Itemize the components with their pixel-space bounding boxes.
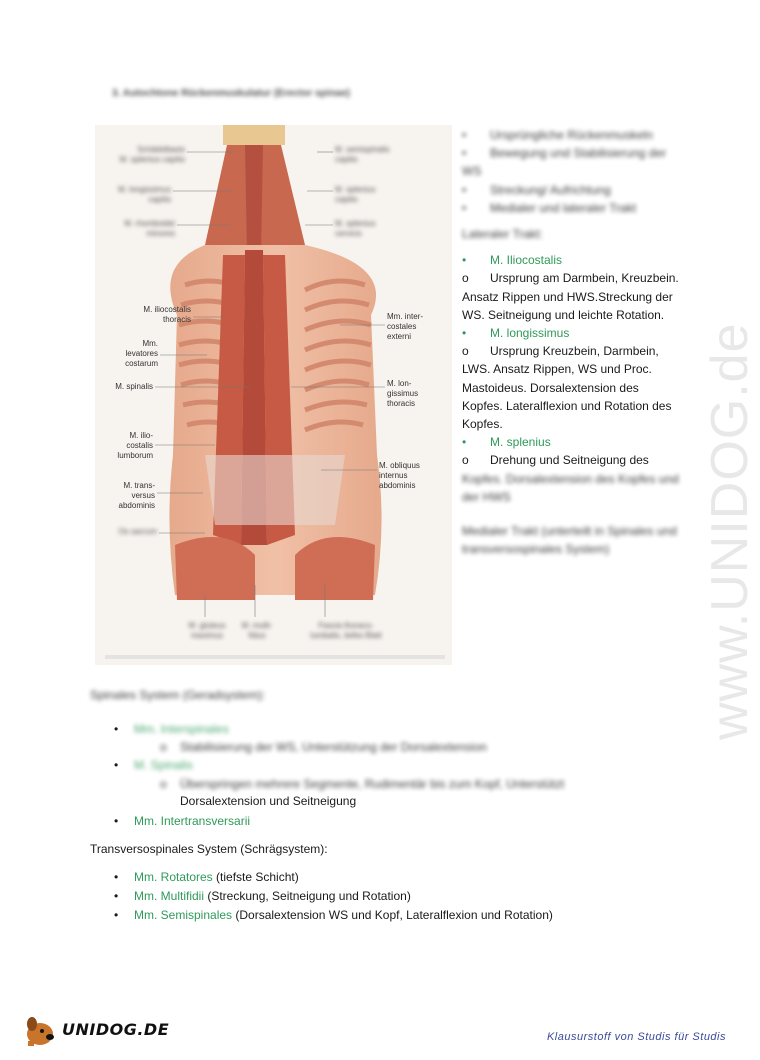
label-transversus-abdominis: M. trans- versus abdominis [118,481,155,510]
label-levatores-costarum: Mm. levatores costarum [125,339,158,368]
label-rhomboidei: M. rhomboidei minores [124,219,175,238]
medial-title: Medialer Trakt (unterteilt in Spinales und transversospinales System) [462,524,677,557]
label-obliquus-internus: M. obliquus internus abdominis [379,461,420,490]
bullet: • [114,814,119,828]
intro-bullet: Ursprüngliche Rückenmuskeln [490,128,653,142]
trans-item-rest: (Dorsalextension WS und Kopf, Lateralflexion und Rotation) [232,908,553,922]
trans-item-rest: (tiefste Schicht) [212,870,299,884]
sub-bullet: o [160,777,167,791]
spinal-item-sub: Stabilisierung der WS, Unterstützung der Dorsalextension [180,740,487,754]
label-longissimus-capitis: M. longissimus capitis [118,185,171,204]
label-longissimus-thoracis: M. lon- gissimus thoracis [387,379,419,408]
muscle-name-longissimus: M. longissimus [490,326,570,341]
figure-footer-bar [105,655,445,659]
unidog-logo [22,1014,170,1048]
right-column: • Ursprüngliche Rückenmuskeln • Bewegung und Stabilisierung der WS • Streckung/ Aufrichtung • Medialer und lateraler Trakt Lateraler Trakt: • M. Iliocostalis o Ursprung am Darmbein, Kreuzbein. Ansatz Rippen und HWS.Streckung der WS. Seitneigung und leichte Rotation. • M. longissimus o Ursprung Kreuzbein, Darmbein, LWS. Ansatz Rippen, WS und Proc. Mastoideus. Dorsalextension des Kopfes. Lateralflexion und Rotation des Kopfes. • M. splenius o Drehung und Seitneigung des Kopfes. Dorsalextension des Kopfes und der HWS Medialer Trakt (unterteilt in Spinales und transversospinales System) [462,126,682,558]
muscle-detail-splenius: Drehung und Seitneigung des [490,453,649,468]
spinal-item-name: Mm. Interspinales [134,722,229,736]
label-iliocostalis-thoracis: M. iliocostalis thoracis [143,305,191,324]
dog-icon [22,1014,62,1048]
label-splenius-capitis: M. splenius capitis [335,185,376,204]
intro-bullet: Streckung/ Aufrichtung [490,182,611,197]
intro-bullet: Bewegung und Stabilisierung der WS [462,146,667,179]
label-semispinalis-capitis: M. semispinalis capitis [335,145,390,164]
muscle-detail-longissimus: Ursprung Kreuzbein, Darmbein, LWS. Ansatz Rippen, WS und Proc. Mastoideus. Dorsalextension des Kopfes. Lateralflexion und Rotation des Kopfes. [462,344,672,432]
footer-tagline: Klausurstoff von Studis für Studis [546,1031,726,1043]
lateral-title: Lateraler Trakt: [462,227,543,242]
label-schaedelbasis: Schädelbasis M. splenius capitis [119,145,185,164]
trans-item [134,889,411,903]
section-heading: 3. Autochtone Rückenmuskulatur (Erector spinae) [112,88,351,99]
bullet: • [114,758,119,772]
label-intercostales-externi: Mm. inter- costales externi [387,312,423,341]
trans-item-name: Mm. Semispinales [134,908,233,922]
trans-title: Transversospinales System (Schrägsystem): [90,842,328,856]
label-gluteus: M. gluteus maximus [188,621,226,640]
fascia [205,455,345,525]
spinal-item-name: M. Spinalis [134,758,193,772]
label-splenius-cervicis: M. splenius cervicis [335,219,376,238]
muscle-detail-iliocostalis: Ursprung am Darmbein, Kreuzbein. Ansatz Rippen und HWS.Streckung der WS. Seitneigung und leichte Rotation. [462,271,679,322]
bullet: • [114,889,119,903]
trans-item-name: Mm. Multifidii [134,889,205,903]
intro-bullet: Medialer und lateraler Trakt [490,200,637,215]
sub-bullet: o [160,740,167,754]
trans-item-name: Mm. Rotatores [134,870,213,884]
intro-bullets: • Ursprüngliche Rückenmuskeln • Bewegung und Stabilisierung der WS • Streckung/ Aufrichtung • Medialer und lateraler Trakt Lateraler Trakt: [462,126,682,243]
trans-item [134,870,299,884]
label-fascia: Fascia thoraco- lumbalis, tiefes Blatt [310,621,382,640]
bullet: • [114,722,119,736]
spinal-item-sub: Überspringen mehrere Segmente, Rudimentär bis zum Kopf, Unterstützt [180,777,565,791]
watermark: www.UNIDOG.de [701,322,759,740]
muscle-detail-splenius-cont: Kopfes. Dorsalextension des Kopfes und der HWS [462,471,679,504]
bullet: • [114,870,119,884]
muscle-name-splenius: M. splenius [490,435,551,450]
spinal-title: Spinales System (Geradsystem): [90,688,266,702]
label-spinalis: M. spinalis [115,382,153,391]
muscle-name-iliocostalis: M. Iliocostalis [490,253,563,268]
spinal-item-sub2: Dorsalextension und Seitneigung [180,794,357,808]
gluteus-left [175,537,255,600]
trans-item [134,908,553,922]
skull-base [223,125,285,145]
label-multifidus: M. multi- fidus [241,621,273,640]
bullet: • [114,908,119,922]
label-iliocostalis-lumborum: M. ilio- costalis lumborum [117,431,153,460]
spinal-item-name: Mm. Intertransversarii [134,814,251,828]
gluteus-right [295,537,375,600]
logo-text: UNIDOG.DE [62,1020,170,1039]
label-os-sacrum: Os sacrum [118,527,157,536]
anatomy-figure [95,125,452,665]
neck-center [245,145,263,255]
trans-item-rest: (Streckung, Seitneigung und Rotation) [204,889,411,903]
